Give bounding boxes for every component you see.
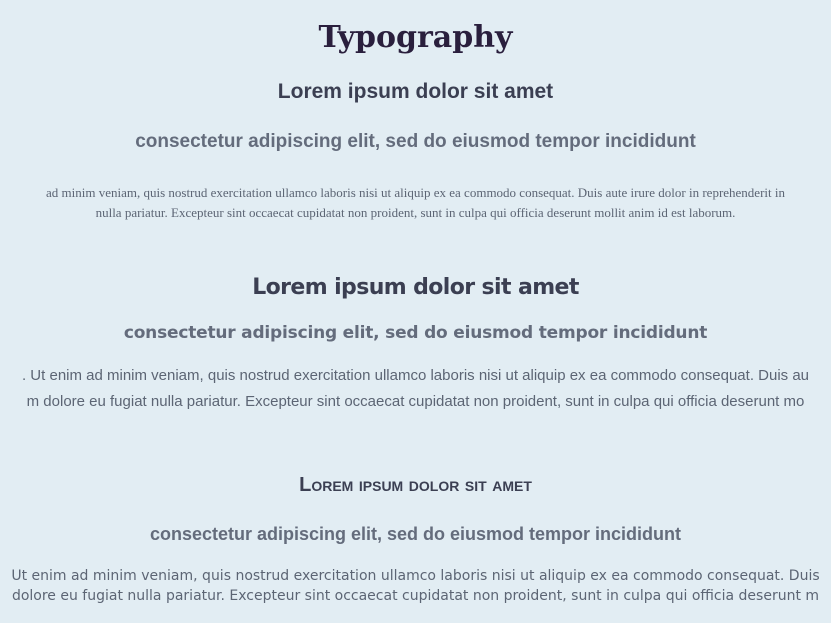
sample-heading: Lorem ipsum dolor sit amet [277, 80, 554, 103]
sample-body-line: Ut enim ad minim veniam, quis nostrud exercitation ullamco laboris nisi ut aliquip ex ea commodo consequat. Duis [11, 568, 820, 584]
sample-body-line: . Ut enim ad minim veniam, quis nostrud exercitation ullamco laboris nisi ut aliquip ex ea commodo consequat. Duis au [21, 367, 810, 384]
sample-body-line: ad minim veniam, quis nostrud exercitation ullamco laboris nisi ut aliquip ex ea commodo consequat. Duis aute irure dolor in reprehenderit in [45, 185, 785, 200]
sample-body-line: m dolore eu fugiat nulla pariatur. Excepteur sint occaecat cupidatat non proident, sunt in culpa qui officia deserunt mo [26, 393, 805, 410]
page-title: Typography [318, 20, 513, 55]
sample-subheading: consectetur adipiscing elit, sed do eiusmod tempor incididunt [135, 131, 696, 152]
sample-subheading: consectetur adipiscing elit, sed do eiusmod tempor incididunt [149, 524, 682, 544]
sample-subheading: consectetur adipiscing elit, sed do eiusmod tempor incididunt [123, 323, 708, 343]
sample-heading: Lorem ipsum dolor sit amet [252, 275, 579, 300]
sample-body-line: dolore eu fugiat nulla pariatur. Excepteur sint occaecat cupidatat non proident, sunt in culpa qui officia deserunt m [11, 588, 820, 604]
sample-body-line: nulla pariatur. Excepteur sint occaecat cupidatat non proident, sunt in culpa qui officia deserunt mollit anim id est laborum. [95, 205, 736, 220]
sample-heading: Lorem ipsum dolor sit amet [299, 474, 532, 496]
